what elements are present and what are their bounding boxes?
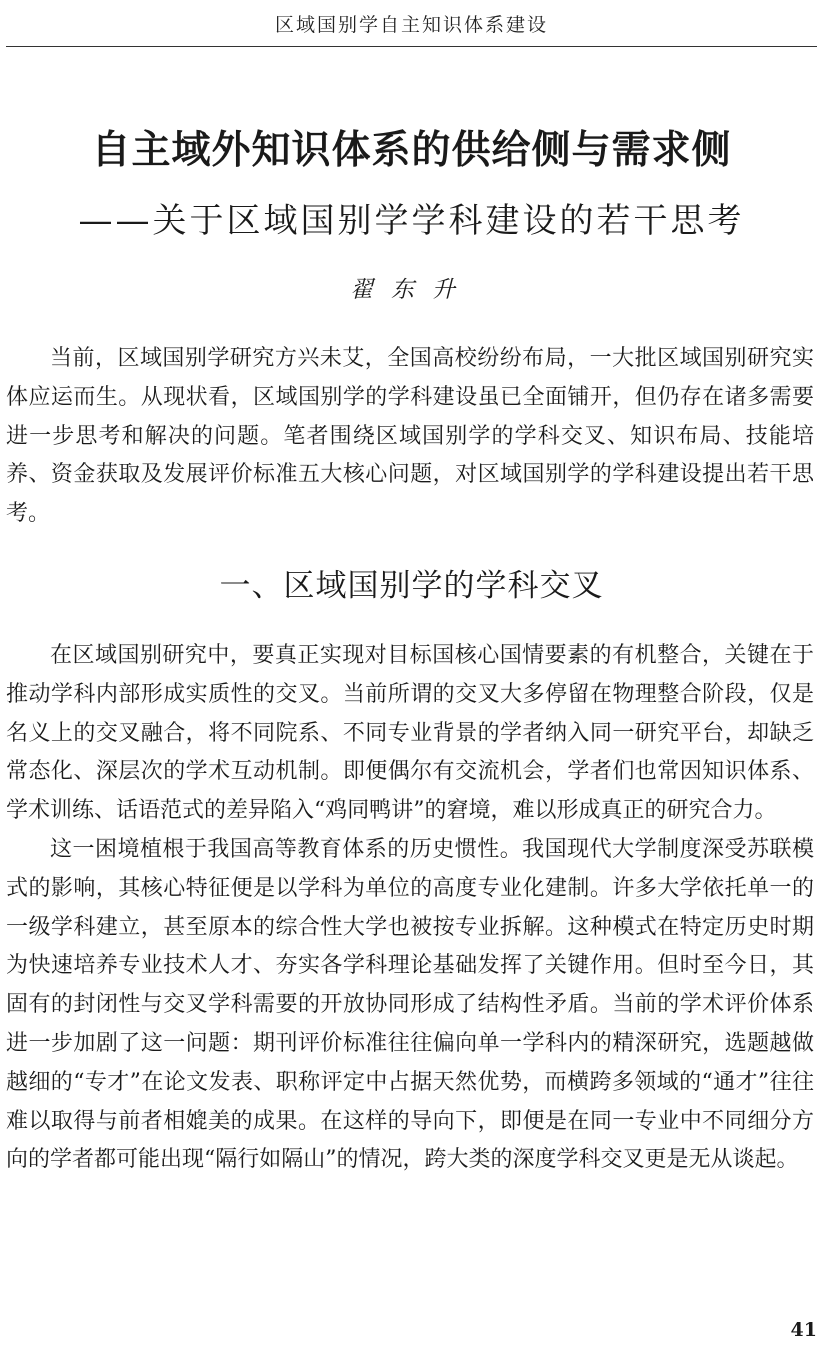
body-paragraph: 这一困境植根于我国高等教育体系的历史惯性。我国现代大学制度深受苏联模式的影响，其核心特征便是以学科为单位的高度专业化建制。许多大学依托单一的一级学科建立，甚至原本的综合性大学也被按专业拆解。这种模式在特定历史时期为快速培养专业技术人才、夯实各学科理论基础发挥了关键作用。但时至今日，其固有的封闭性与交叉学科需要的开放协同形成了结构性矛盾。当前的学术评价体系进一步加剧了这一问题：期刊评价标准往往偏向单一学科内的精深研究，选题越做越细的“专才”在论文发表、职称评定中占据天然优势，而横跨多领域的“通才”往往难以取得与前者相媲美的成果。在这样的导向下，即便是在同一专业中不同细分方向的学者都可能出现“隔行如隔山”的情况，跨大类的深度学科交叉更是无从谈起。 [6, 836, 814, 1173]
abstract [6, 340, 814, 534]
article-title: 自主域外知识体系的供给侧与需求侧 [91, 127, 732, 173]
abstract-paragraph: 当前，区域国别学研究方兴未艾，全国高校纷纷布局，一大批区域国别研究实体应运而生。从现状看，区域国别学的学科建设虽已全面铺开，但仍存在诸多需要进一步思考和解决的问题。笔者围绕区域国别学的学科交叉、知识布局、技能培养、资金获取及发展评价标准五大核心问题，对区域国别学的学科建设提出若干思考。 [6, 346, 814, 527]
article-subtitle: ——关于区域国别学学科建设的若干思考 [78, 201, 745, 241]
section-body [6, 637, 814, 1180]
running-head: 区域国别学自主知识体系建设 [274, 14, 548, 36]
page-number: 41 [790, 1319, 817, 1341]
author-name: 翟东升 [350, 277, 473, 303]
header-rule [6, 46, 817, 47]
body-paragraph: 在区域国别研究中，要真正实现对目标国核心国情要素的有机整合，关键在于推动学科内部形成实质性的交叉。当前所谓的交叉大多停留在物理整合阶段，仅是名义上的交叉融合，将不同院系、不同专业背景的学者纳入同一研究平台，却缺乏常态化、深层次的学术互动机制。即便偶尔有交流机会，学者们也常因知识体系、学术训练、话语范式的差异陷入“鸡同鸭讲”的窘境，难以形成真正的研究合力。 [6, 643, 814, 824]
section-heading: 一、区域国别学的学科交叉 [219, 568, 604, 604]
